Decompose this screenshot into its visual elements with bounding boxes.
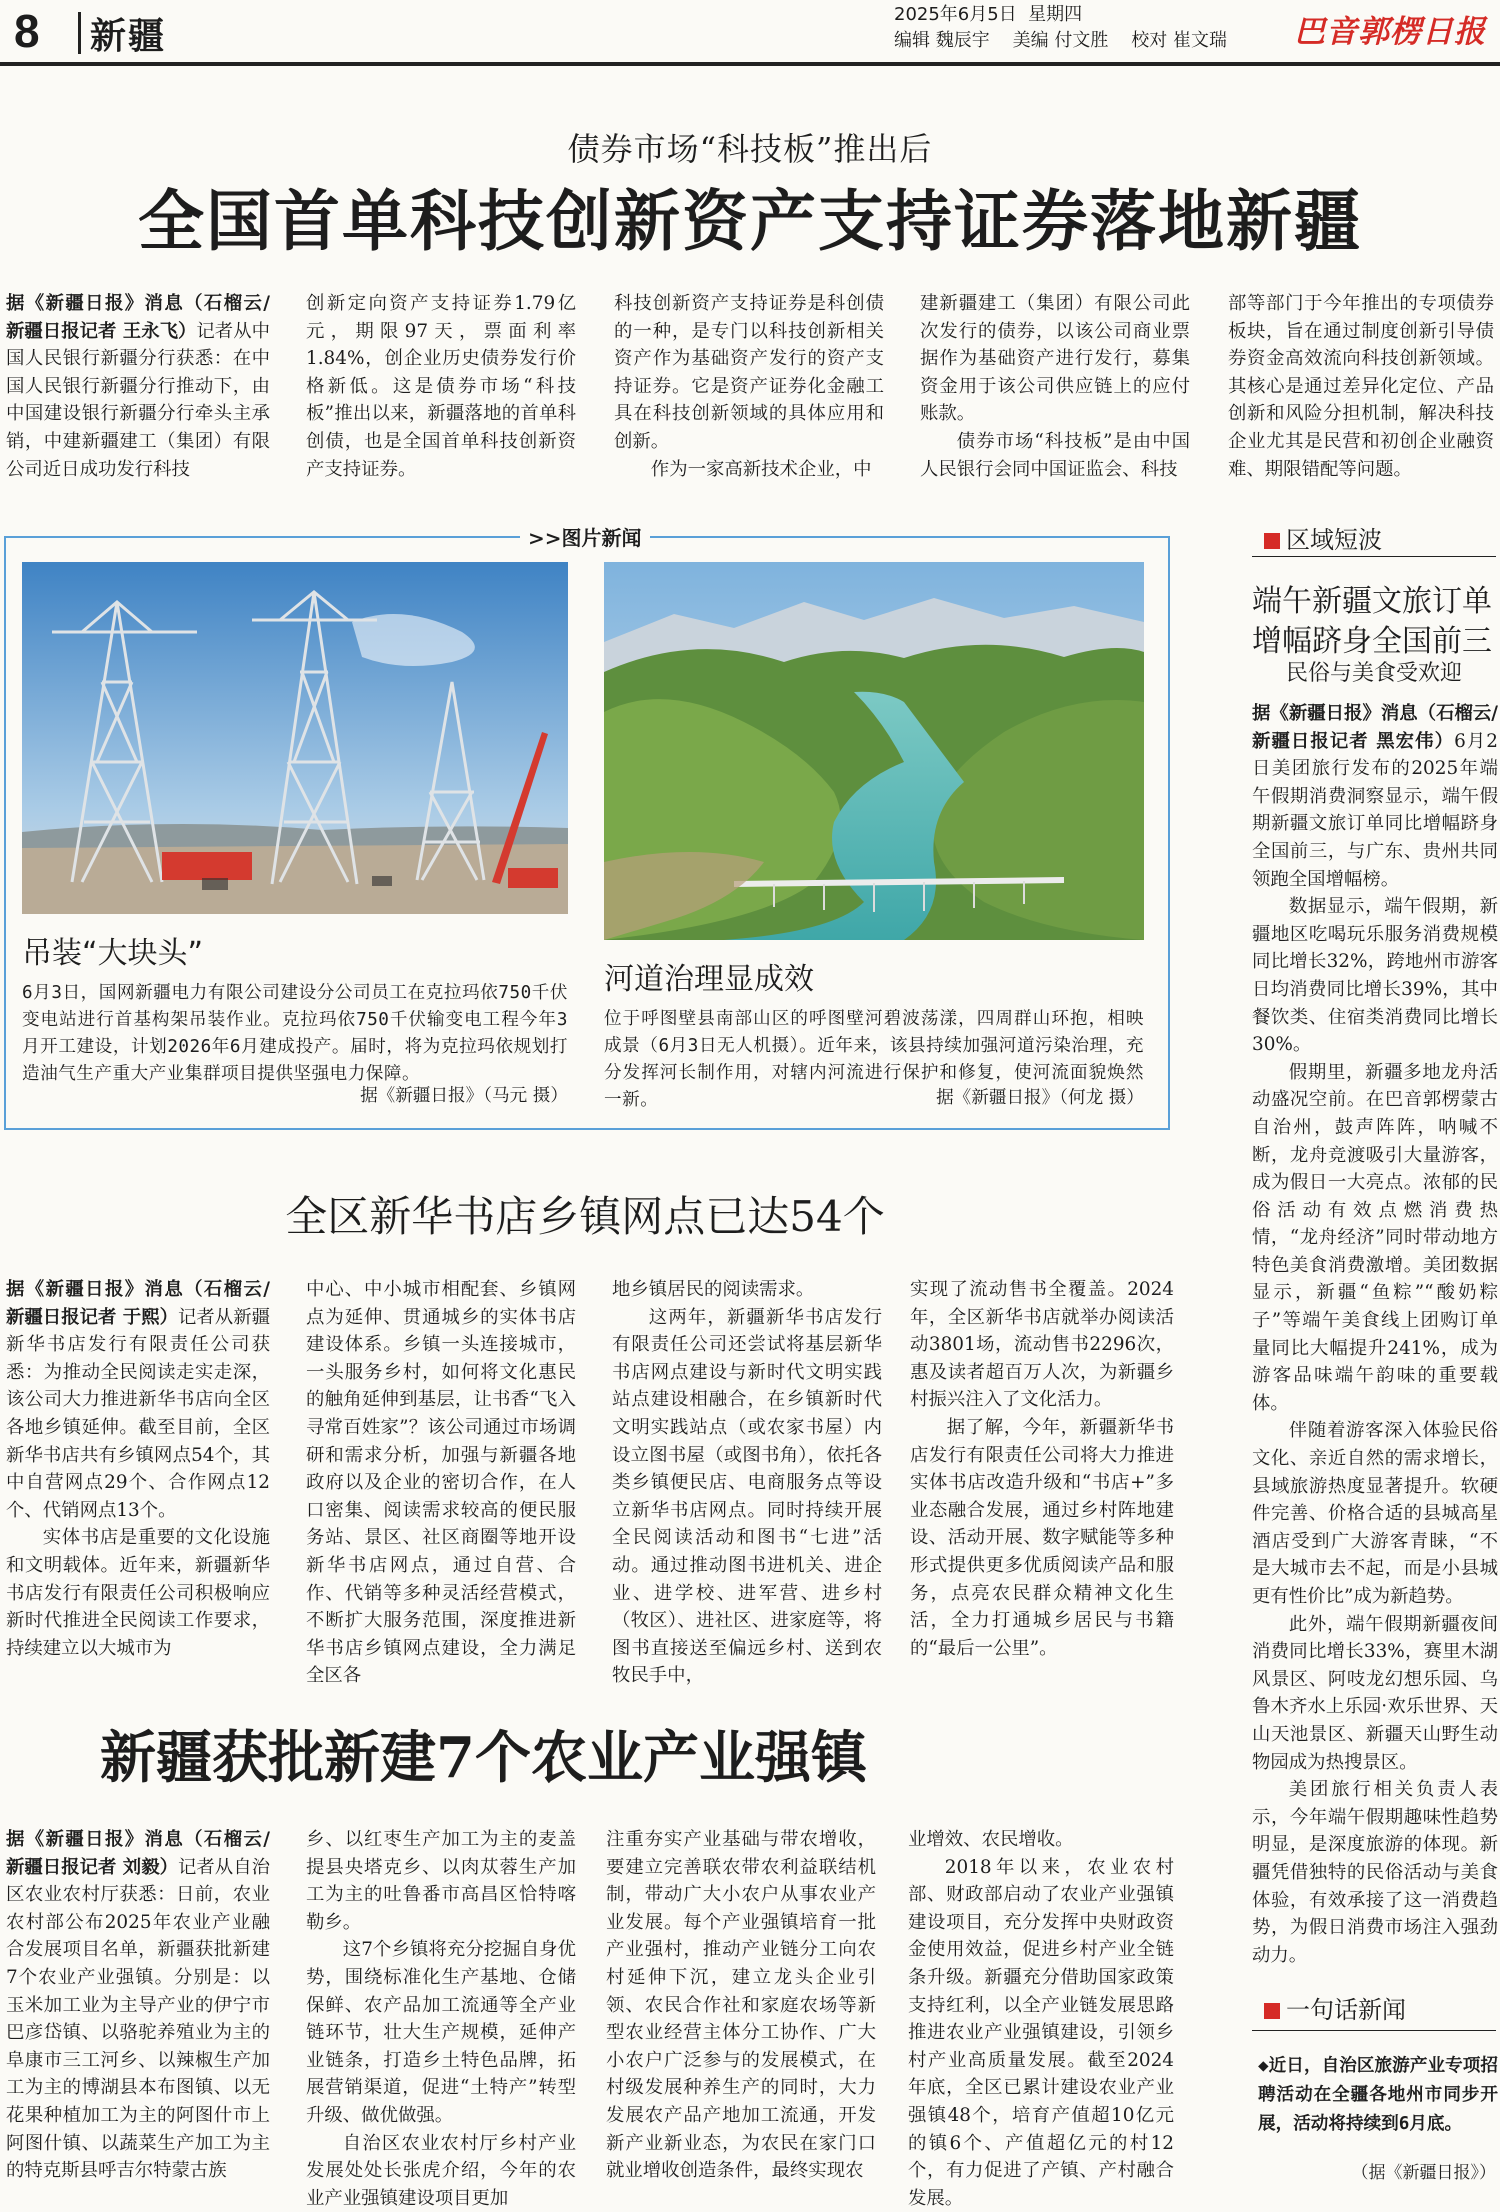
issue-date: [894, 0, 1082, 26]
agri-col-4: [908, 1826, 1174, 2209]
paragraph: 2018年以来，农业农村部、财政部启动了农业产业强镇建设项目，充分发挥中央财政资金使用效益，促进乡村产业全链条升级。新疆充分借助国家政策支持红利，以全产业链发展思路推进农业产业强镇建设，引领乡村产业高质量发展。截至2024年底，全区已累计建设农业产业强镇48个，培育产值超10亿元的镇6个、产值超亿元的村12个，有力促进了产镇、产村融合发展。: [908, 1856, 1174, 2209]
sidebar-subtitle: 民俗与美食受欢迎: [1285, 661, 1462, 686]
region-name: 新疆: [90, 15, 167, 57]
lead-col-text: 记者从中国人民银行新疆分行获悉：在中国人民银行新疆分行推动下，由中国建设银行新疆分行牵头主承销，中建新疆建工（集团）有限公司近日成功发行科技: [6, 320, 270, 480]
byline: 据《新疆日报》消息（石榴云/新疆日报记者 于熙）: [6, 1279, 270, 1328]
sidebar-title: [1252, 582, 1496, 662]
lead-byline: 据《新疆日报》消息（石榴云/新疆日报记者 王永飞）: [6, 293, 270, 342]
proofreader: 校对 崔文瑞: [1131, 30, 1227, 51]
paragraph: 债券市场“科技板”是由中国人民银行会同中国证监会、科技: [920, 430, 1190, 480]
lead-col-3: [614, 290, 884, 480]
brief-label: 一句话新闻: [1286, 1996, 1406, 2024]
photo1-title: 吊装“大块头”: [22, 936, 204, 971]
masthead-rule: [0, 62, 1500, 66]
paragraph: 乡、以红枣生产加工为主的麦盖提县央塔克乡、以肉苁蓉生产加工为主的吐鲁番市高昌区恰特喀勒乡。: [306, 1829, 576, 1933]
paragraph: 作为一家高新技术企业，中: [650, 458, 872, 480]
paragraph: 创新定向资产支持证券1.79亿元，期限97天，票面利率1.84%，创企业历史债券发行价格新低。这是债券市场“科技板”推出以来，新疆落地的首单科创债，也是全国首单科技创新资产支持证券。: [306, 293, 576, 480]
paragraph: 中心、中小城市相配套、乡镇网点为延伸、贯通城乡的实体书店建设体系。乡镇一头连接城市，一头服务乡村，如何将文化惠民的触角延伸到基层，让书香“飞入寻常百姓家”？该公司通过市场调研和需求分析，加强与新疆各地政府以及企业的密切合作，在人口密集、阅读需求较高的便民服务站、景区、社区商圈等地开设新华书店网点，通过自营、合作、代销等多种灵活经营模式，不断扩大服务范围，深度推进新华书店乡镇网点建设，全力满足全区各: [306, 1279, 576, 1687]
photo2-credit: 据《新疆日报》（何龙 摄）: [936, 1088, 1144, 1108]
agri-col-1: [6, 1826, 270, 2188]
photo1-caption: 6月3日，国网新疆电力有限公司建设分公司员工在克拉玛依750千伏变电站进行首基构架吊装作业。克拉玛依750千伏输变电工程今年3月开工建设，计划2026年6月建成投产。届时，将为克拉玛依规划打造油气生产重大产业集群项目提供坚强电力保障。: [22, 983, 568, 1084]
paragraph: 美团旅行相关负责人表示，今年端午假期趣味性趋势明显，是深度旅游的体现。新疆凭借独特的民俗活动与美食体验，有效承接了这一消费趋势，为假日消费市场注入强劲动力。: [1252, 1779, 1498, 1966]
byline: 据《新疆日报》消息（石榴云/新疆日报记者 刘毅）: [6, 1829, 270, 1878]
bookstore-col-1: [6, 1276, 270, 1666]
paragraph: 地乡镇居民的阅读需求。: [612, 1279, 815, 1300]
paragraph: 注重夯实产业基础与带农增收，要建立完善联农带农利益联结机制，带动广大小农户从事农业产业发展。每个产业强镇培育一批产业强村，推动产业链分工向农村延伸下沉，建立龙头企业引领、农民合作社和家庭农场等新型农业经营主体分工协作、广大小农户广泛参与的发展模式，在村级发展种养生产的同时，大力发展农产品产地加工流通，开发新产业新业态，为农民在家门口就业增收创造条件，最终实现农: [606, 1829, 876, 2182]
paragraph: 假期里，新疆多地龙舟活动盛况空前。在巴音郭楞蒙古自治州，鼓声阵阵，呐喊不断，龙舟竞渡吸引大量游客，成为假日一大亮点。浓郁的民俗活动有效点燃消费热情，“龙舟经济”同时带动地方特色美食消费激增。美团数据显示，新疆“鱼粽”“酸奶粽子”等端午美食线上团购订单量同比大幅提升241%，成为游客品味端午韵味的重要载体。: [1252, 1061, 1498, 1414]
photo-river-valley: [604, 562, 1144, 940]
paragraph: 科技创新资产支持证券是科创债的一种，是专门以科技创新相关资产作为基础资产发行的资产支持证券。它是资产证券化金融工具在科技创新领域的具体应用和创新。: [614, 293, 884, 452]
lead-col-1: [6, 290, 270, 480]
photo-news-label: >>图片新闻: [520, 522, 650, 551]
sidebar-body: [1252, 700, 1499, 1966]
brief-section-label: [1264, 1990, 1406, 2025]
brief-credit: （据《新疆日报》）: [1351, 2163, 1496, 2183]
photo2-title: 河道治理显成效: [604, 962, 814, 997]
paragraph: 实现了流动售书全覆盖。2024年，全区新华书店就举办阅读活动3801场，流动售书2296次，惠及读者超百万人次，为新疆乡村振兴注入了文化活力。: [910, 1279, 1174, 1411]
paragraph: 据《新疆日报》消息（石榴云/新疆日报记者 刘毅）记者从自治区农业农村厅获悉：日前，农业农村部公布2025年农业产业融合发展项目名单，新疆获批新建7个农业产业强镇。分别是：以玉米加工业为主导产业的伊宁市巴彦岱镇、以骆驼养殖业为主的阜康市三工河乡、以辣椒生产加工为主的博湖县本布图镇、以无花果种植加工为主的阿图什市上阿图什镇、以蔬菜生产加工为主的特克斯县呼吉尔特蒙古族: [6, 1829, 270, 2182]
masthead-divider: [78, 12, 81, 54]
paragraph: 这7个乡镇将充分挖掘自身优势，围绕标准化生产基地、仓储保鲜、农产品加工流通等全产业链环节，壮大生产规模，延伸产业链条，打造乡土特色品牌，拓展营销渠道，促进“土特产”转型升级、做优做强。: [306, 1939, 576, 2126]
agri-headline: 新疆获批新建7个农业产业强镇: [100, 1725, 867, 1791]
paragraph: 实体书店是重要的文化设施和文明载体。近年来，新疆新华书店发行有限责任公司积极响应新时代推进全民阅读工作要求，持续建立以大城市为: [6, 1527, 270, 1659]
sidebar-section-label: [1264, 520, 1382, 555]
byline: 据《新疆日报》消息（石榴云/新疆日报记者 黑宏伟）: [1252, 703, 1498, 752]
red-square-icon: [1264, 533, 1280, 549]
paragraph: 此外，端午假期新疆夜间消费同比增长33%，赛里木湖风景区、阿吱龙幻想乐园、乌鲁木齐水上乐园·欢乐世界、天山天池景区、新疆天山野生动物园成为热搜景区。: [1252, 1613, 1498, 1773]
agri-col-2: [306, 1826, 576, 2209]
paragraph: 据《新疆日报》消息（石榴云/新疆日报记者 黑宏伟）6月2日美团旅行发布的2025年端午假期消费洞察显示，端午假期新疆文旅订单同比增幅跻身全国前三，与广东、贵州共同领跑全国增幅榜。: [1252, 703, 1499, 890]
paragraph: 业增效、农民增收。: [908, 1829, 1074, 1850]
lead-kicker: 债券市场“科技板”推出后: [567, 130, 933, 168]
sidebar-rule-top: [1252, 556, 1496, 557]
bookstore-col-2: [306, 1276, 576, 1687]
brief-body: ◆近日，自治区旅游产业专项招聘活动在全疆各地州市同步开展，活动将持续到6月底。: [1258, 2056, 1498, 2134]
paragraph: 据《新疆日报》消息（石榴云/新疆日报记者 于熙）记者从新疆新华书店发行有限责任公司获悉：为推动全民阅读走实走深，该公司大力推进新华书店向全区各地乡镇延伸。截至目前，全区新华书店共有乡镇网点54个，其中自营网点29个、合作网点12个、代销网点13个。: [6, 1279, 270, 1521]
lead-col-5: [1228, 290, 1494, 480]
paragraph: 伴随着游客深入体验民俗文化、亲近自然的需求增长，县域旅游热度显著提升。软硬件完善、价格合适的县城高星酒店受到广大游客青睐，“不是大城市去不起，而是小县城更有性价比”成为新趋势。: [1252, 1420, 1498, 1607]
paragraph: 部等部门于今年推出的专项债券板块，旨在通过制度创新引导债券资金高效流向科技创新领域。其核心是通过差异化定位、产品创新和风险分担机制，解决科技企业尤其是民营和初创企业融资难、期限错配等问题。: [1228, 293, 1494, 480]
paragraph: 建新疆建工（集团）有限公司此次发行的债券，以该公司商业票据作为基础资产进行发行，募集资金用于该公司供应链上的应付账款。: [920, 293, 1190, 425]
art-editor: 美编 付文胜: [1012, 30, 1109, 51]
paragraph: 这两年，新疆新华书店发行有限责任公司还尝试将基层新华书店网点建设与新时代文明实践站点建设相融合，在乡镇新时代文明实践站点（或农家书屋）内设立图书屋（或图书角），依托各类乡镇便民店、电商服务点等设立新华书店网点。同时持续开展全民阅读活动和图书“七进”活动。通过推动图书进机关、进企业、进学校、进军营、进乡村（牧区）、进社区、进家庭等，将图书直接送至偏远乡村、送到农牧民手中，: [612, 1306, 882, 1687]
red-square-icon: [1264, 2003, 1280, 2019]
page-number: 8: [14, 5, 40, 57]
bookstore-col-3: [612, 1276, 882, 1687]
bookstore-headline: 全区新华书店乡镇网点已达54个: [285, 1192, 885, 1241]
paragraph: 数据显示，端午假期，新疆地区吃喝玩乐服务消费规模同比增长32%，跨地州市游客日均消费同比增长39%，其中餐饮类、住宿类消费同比增长30%。: [1252, 896, 1498, 1056]
date: 2025年6月5日: [894, 4, 1017, 25]
photo2-caption: 位于呼图壁县南部山区的呼图壁河碧波荡漾，四周群山环抱，相映成景（6月3日无人机摄）。近年来，该县持续加强河道污染治理，充分发挥河长制作用，对辖内河流进行保护和修复，使河流面貌焕然一新。: [604, 1009, 1144, 1110]
paper-logo: 巴音郭楞日报: [1294, 14, 1486, 50]
agri-col-3: [606, 1826, 876, 2188]
photo-transmission-towers: [22, 562, 568, 914]
paragraph: 据了解，今年，新疆新华书店发行有限责任公司将大力推进实体书店改造升级和“书店+”多业态融合发展，通过乡村阵地建设、活动开展、数字赋能等多种形式提供更多优质阅读产品和服务，点亮农民群众精神文化生活，全力打通城乡居民与书籍的“最后一公里”。: [910, 1416, 1174, 1659]
paragraph: 自治区农业农村厅乡村产业发展处处长张虎介绍，今年的农业产业强镇建设项目更加: [306, 2132, 576, 2209]
section-label: 区域短波: [1286, 526, 1382, 554]
lead-col-2: [306, 290, 576, 480]
bookstore-col-4: [910, 1276, 1174, 1666]
editor: 编辑 魏辰宇: [894, 30, 990, 51]
lead-headline: 全国首单科技创新资产支持证券落地新疆: [138, 183, 1362, 260]
photo1-credit: 据《新疆日报》（马元 摄）: [360, 1086, 568, 1106]
staff-line: [894, 26, 1227, 52]
lead-col-4: [920, 290, 1190, 480]
weekday: 星期四: [1028, 4, 1083, 25]
sidebar-title-line1: 端午新疆文旅订单: [1252, 584, 1492, 619]
brief-rule: [1252, 2030, 1496, 2031]
sidebar-title-line2: 增幅跻身全国前三: [1252, 624, 1492, 659]
